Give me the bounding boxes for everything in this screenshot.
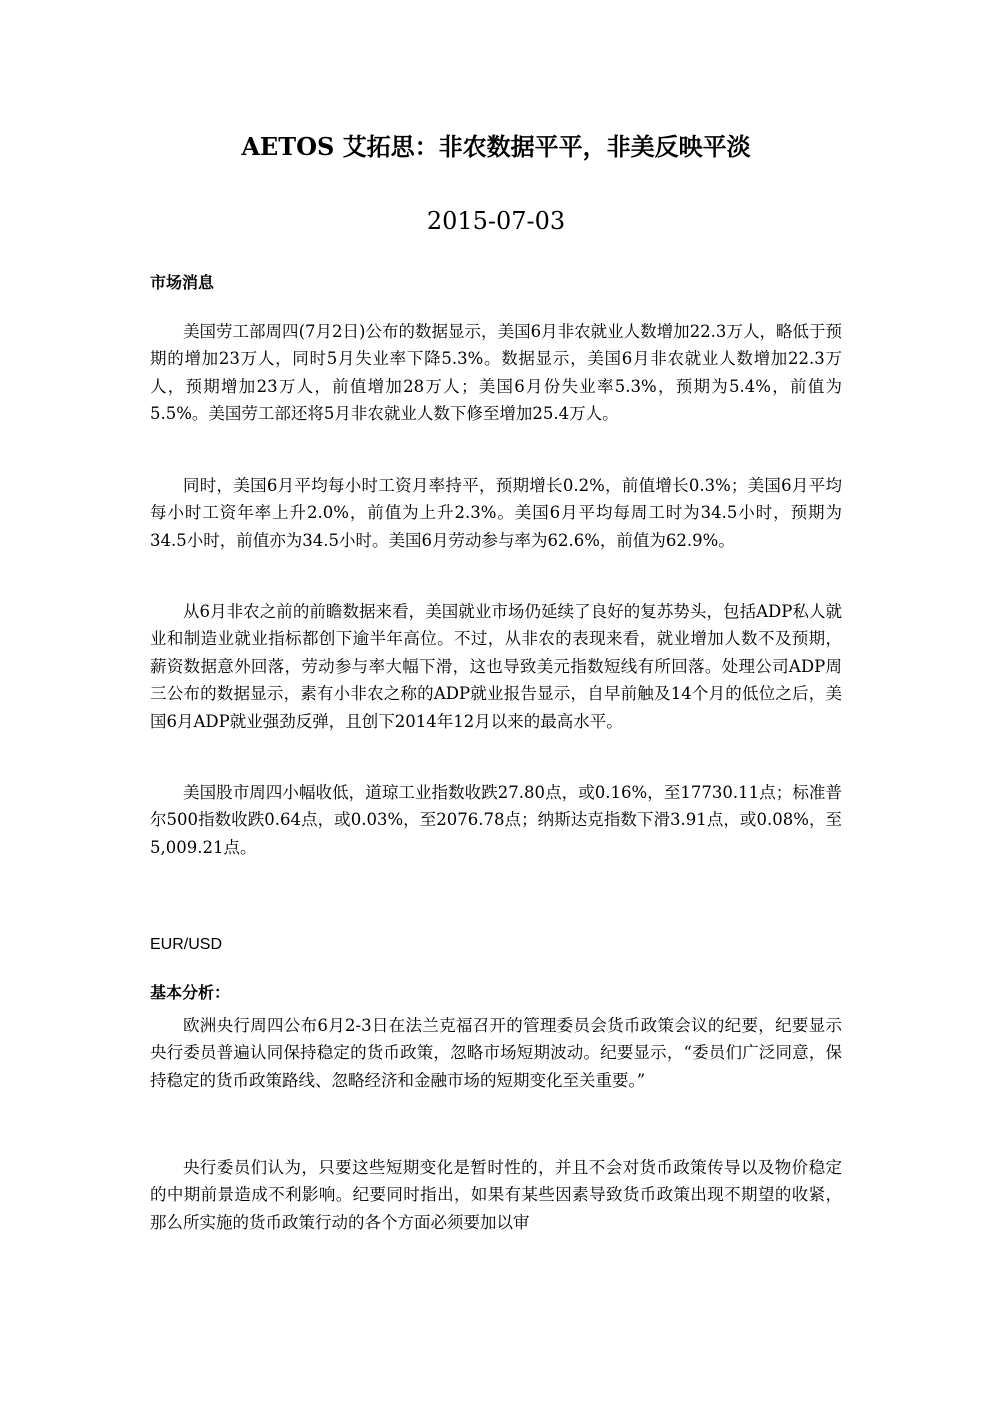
currency-pair-label: EUR/USD [150,936,223,953]
paragraph-market-1: 美国劳工部周四(7月2日)公布的数据显示，美国6月非农就业人数增加22.3万人，略低于预期的增加23万人，同时5月失业率下降5.3%。数据显示，美国6月非农就业人数增加22.3万人，预期增加23万人，前值增加28万人；美国6月份失业率5.3%，预期为5.4%，前值为5.5%。美国劳工部还将5月非农就业人数下修至增加25.4万人。 [150,322,842,424]
paragraph-market-3: 从6月非农之前的前瞻数据来看，美国就业市场仍延续了良好的复苏势头，包括ADP私人就业和制造业就业指标都创下逾半年高位。不过，从非农的表现来看，就业增加人数不及预期，薪资数据意外回落，劳动参与率大幅下滑，这也导致美元指数短线有所回落。处理公司ADP周三公布的数据显示，素有小非农之称的ADP就业报告显示，自早前触及14个月的低位之后，美国6月ADP就业强劲反弹，且创下2014年12月以来的最高水平。 [150,602,842,731]
section-heading-market-news: 市场消息 [150,273,215,292]
document-date: 2015-07-03 [426,207,566,235]
paragraph-basic-2: 央行委员们认为，只要这些短期变化是暂时性的，并且不会对货币政策传导以及物价稳定的中期前景造成不利影响。纪要同时指出，如果有某些因素导致货币政策出现不期望的收紧，那么所实施的货币政策行动的各个方面必须要加以审 [150,1158,842,1232]
paragraph-market-2: 同时，美国6月平均每小时工资月率持平，预期增长0.2%，前值增长0.3%；美国6月平均每小时工资年率上升2.0%，前值为上升2.3%。美国6月平均每周工时为34.5小时，预期为34.5小时，前值亦为34.5小时。美国6月劳动参与率为62.6%，前值为62.9%。 [150,476,842,550]
paragraph-basic-1: 欧洲央行周四公布6月2-3日在法兰克福召开的管理委员会货币政策会议的纪要，纪要显示央行委员普遍认同保持稳定的货币政策，忽略市场短期波动。纪要显示，“委员们广泛同意，保持稳定的货币政策路线、忽略经济和金融市场的短期变化至关重要。” [150,1016,842,1090]
section-heading-basic-analysis: 基本分析： [150,983,231,1002]
document-title: AETOS 艾拓思：非农数据平平，非美反映平淡 [241,132,751,161]
paragraph-market-4: 美国股市周四小幅收低，道琼工业指数收跌27.80点，或0.16%，至17730.11点；标准普尔500指数收跌0.64点，或0.03%，至2076.78点；纳斯达克指数下滑3.91点，或0.08%，至5,009.21点。 [150,783,842,857]
